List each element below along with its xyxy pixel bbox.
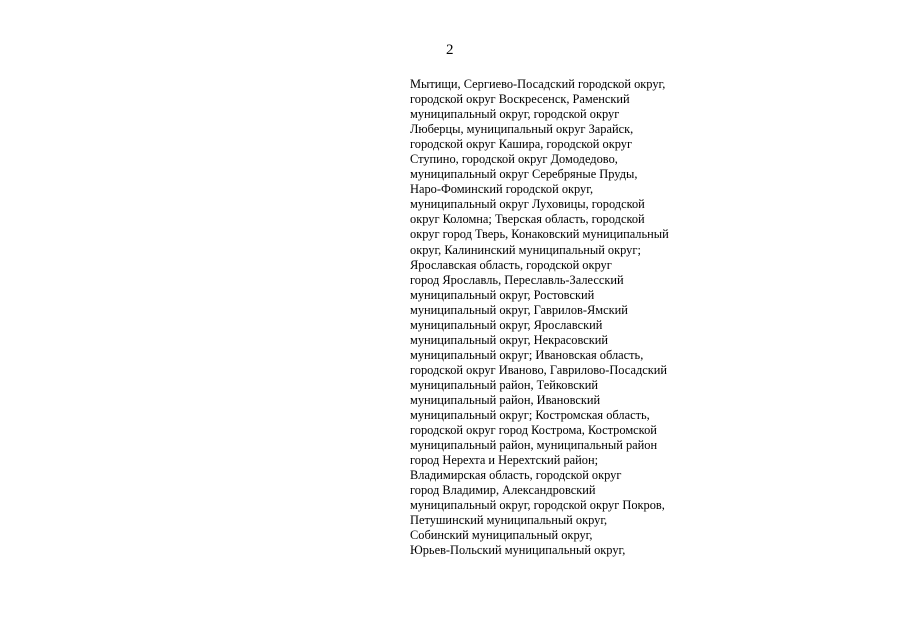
text-line: муниципальный округ, Ростовский bbox=[410, 287, 595, 302]
text-line: Петушинский муниципальный округ, bbox=[410, 513, 608, 528]
text-line: город Ярославль, Переславль-Залесский bbox=[410, 272, 624, 287]
text-line: муниципальный округ Луховицы, городской bbox=[410, 197, 645, 212]
text-line: муниципальный округ, городской округ bbox=[410, 107, 620, 122]
text-line: город Владимир, Александровский bbox=[410, 483, 596, 498]
text-line: Ярославская область, городской округ bbox=[410, 257, 612, 272]
body-text bbox=[410, 77, 710, 559]
text-line: городской округ город Кострома, Костромской bbox=[410, 423, 657, 438]
text-line: Собинский муниципальный округ, bbox=[410, 528, 593, 543]
text-line: муниципальный район, Ивановский bbox=[410, 392, 601, 407]
text-line: Наро-Фоминский городской округ, bbox=[410, 182, 594, 197]
text-line: городской округ Иваново, Гаврилово-Посадский bbox=[410, 362, 668, 377]
text-line: муниципальный округ; Ивановская область, bbox=[410, 347, 644, 362]
text-line: Мытищи, Сергиево-Посадский городской округ, bbox=[410, 77, 666, 91]
text-line: муниципальный округ Серебряные Пруды, bbox=[410, 167, 638, 182]
text-line: Владимирская область, городской округ bbox=[410, 468, 622, 483]
text-line: Юрьев-Польский муниципальный округ, bbox=[410, 543, 626, 558]
text-line: округ Коломна; Тверская область, городской bbox=[410, 212, 645, 227]
text-line: муниципальный округ, городской округ Покров, bbox=[410, 498, 665, 513]
text-line: муниципальный район, Тейковский bbox=[410, 377, 599, 392]
page-number: 2 bbox=[446, 42, 454, 58]
text-line: город Нерехта и Нерехтский район; bbox=[410, 453, 599, 468]
text-line: муниципальный округ, Ярославский bbox=[410, 317, 603, 332]
text-line: городской округ Воскресенск, Раменский bbox=[410, 92, 630, 107]
text-line: городской округ Кашира, городской округ bbox=[410, 137, 633, 152]
text-line: Люберцы, муниципальный округ Зарайск, bbox=[410, 122, 634, 137]
text-line: муниципальный округ, Некрасовский bbox=[410, 332, 609, 347]
text-line: муниципальный округ; Костромская область, bbox=[410, 408, 650, 423]
text-line: Ступино, городской округ Домодедово, bbox=[410, 152, 618, 167]
text-line: округ, Калининский муниципальный округ; bbox=[410, 242, 641, 257]
text-line: муниципальный район, муниципальный район bbox=[410, 438, 658, 453]
text-line: округ город Тверь, Конаковский муниципальный bbox=[410, 227, 669, 242]
text-line: муниципальный округ, Гаврилов-Ямский bbox=[410, 302, 628, 317]
